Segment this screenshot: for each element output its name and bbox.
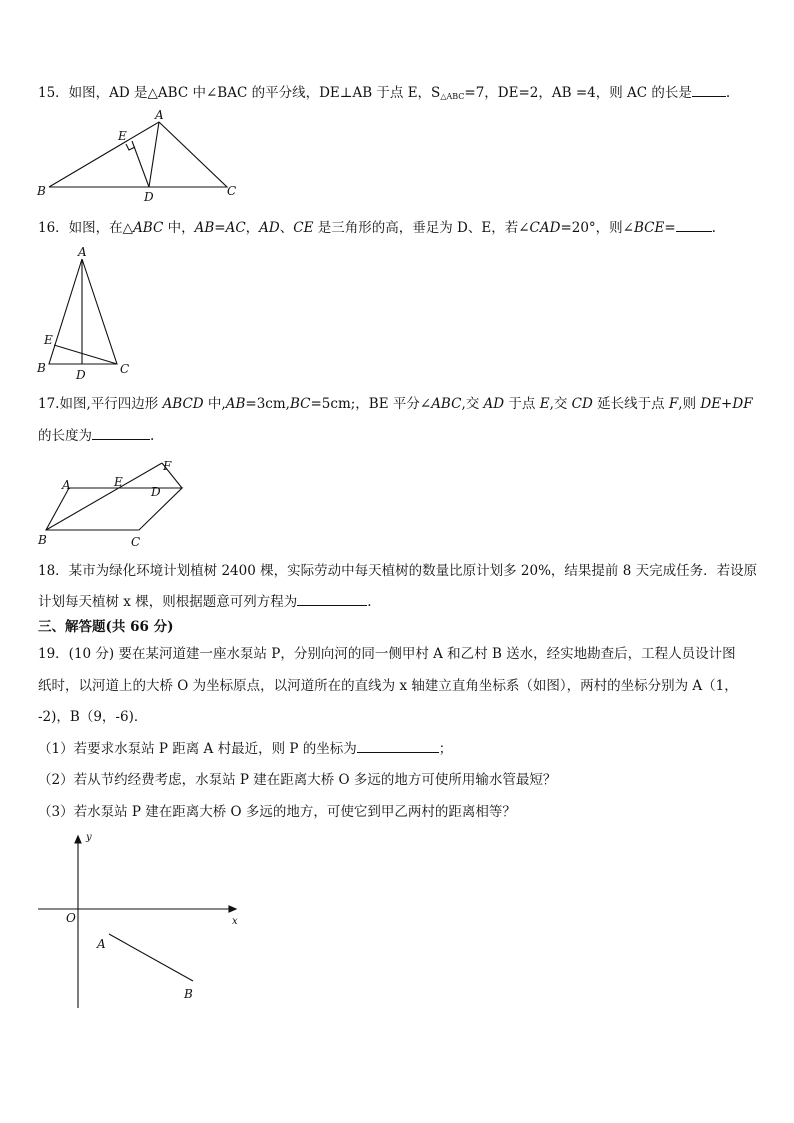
question-17-line-2: 的长度为 . — [38, 428, 155, 444]
label-o: O — [66, 911, 76, 925]
answer-blank[interactable] — [92, 427, 150, 440]
label-d: D — [76, 368, 86, 382]
label-b: B — [37, 184, 46, 198]
question-16-text: 16．如图，在△ABC 中，AB=AC，AD、CE 是三角形的高，垂足为 D、E，若∠CAD=20°，则∠BCE= . — [38, 220, 716, 236]
label-b: B — [184, 987, 193, 1001]
altitude-ce — [54, 345, 117, 364]
isosceles-triangle-figure-q16 — [34, 244, 144, 384]
segment-de — [132, 141, 149, 187]
coordinate-figure-q19 — [0, 826, 250, 1016]
x-axis-arrow — [229, 906, 236, 912]
label-a: A — [78, 245, 87, 259]
question-19-sub-1: （1）若要求水泵站 P 距离 A 村最近，则 P 的坐标为 ； — [38, 741, 453, 757]
parallelogram-abcd — [46, 488, 182, 530]
answer-blank[interactable] — [676, 219, 712, 232]
question-18-line-1: 18．某市为绿化环境计划植树 2400 棵，实际劳动中每天植树的数量比原计划多 20%，结果提前 8 天完成任务．若设原 — [38, 563, 758, 579]
segment-ab — [109, 934, 193, 981]
question-18-line-2: 计划每天植树 x 棵，则根据题意可列方程为 . — [38, 594, 372, 610]
y-axis-arrow — [75, 836, 81, 843]
question-19-line-1: 19．(10 分) 要在某河道建一座水泵站 P，分别向河的同一侧甲村 A 和乙村 B 送水，经实地勘查后，工程人员设计图 — [38, 646, 736, 662]
triangle-abc-figure-q15 — [34, 108, 254, 203]
parallelogram-figure-q17 — [34, 456, 194, 551]
answer-blank[interactable] — [297, 593, 367, 606]
question-19-sub-2: （2）若从节约经费考虑，水泵站 P 建在距离大桥 O 多远的地方可使所用输水管最短？ — [38, 772, 557, 788]
answer-blank[interactable] — [357, 740, 439, 753]
label-a: A — [62, 478, 71, 492]
label-y: y — [86, 832, 92, 843]
label-b: B — [37, 361, 46, 375]
label-e: E — [44, 333, 53, 347]
question-19-line-3: -2)，B（9，-6)． — [38, 709, 148, 725]
label-e: E — [118, 129, 127, 143]
section-heading: 三、解答题(共 66 分) — [38, 619, 174, 635]
label-c: C — [131, 535, 141, 549]
label-x: x — [232, 916, 238, 927]
label-c: C — [227, 184, 237, 198]
question-19-line-2: 纸时，以河道上的大桥 O 为坐标原点，以河道所在的直线为 x 轴建立直角坐标系（如图），两村的坐标分别为 A（1， — [38, 678, 738, 694]
label-f: F — [163, 459, 172, 473]
label-d: D — [144, 190, 154, 204]
segment-bf — [46, 463, 162, 530]
question-17-line-1: 17.如图,平行四边形 ABCD 中,AB=3cm,BC=5cm;，BE 平分∠ABC,交 AD 于点 E,交 CD 延长线于点 F,则 DE+DF — [38, 396, 753, 412]
question-19-sub-3: （3）若水泵站 P 建在距离大桥 O 多远的地方，可使它到甲乙两村的距离相等？ — [38, 804, 516, 820]
label-e: E — [114, 475, 123, 489]
triangle-abc — [49, 259, 117, 364]
answer-blank[interactable] — [692, 84, 726, 97]
triangle-abc — [49, 122, 227, 187]
label-c: C — [120, 362, 130, 376]
label-a: A — [97, 937, 106, 951]
label-d: D — [151, 485, 161, 499]
label-a: A — [155, 108, 164, 122]
segment-ad — [149, 122, 159, 187]
label-b: B — [38, 533, 47, 547]
question-15-text: 15．如图，AD 是△ABC 中∠BAC 的平分线，DE⊥AB 于点 E，$S_{\triangle ABC}=7$，DE=2，AB =4，则 AC 的长是 . — [38, 85, 731, 101]
